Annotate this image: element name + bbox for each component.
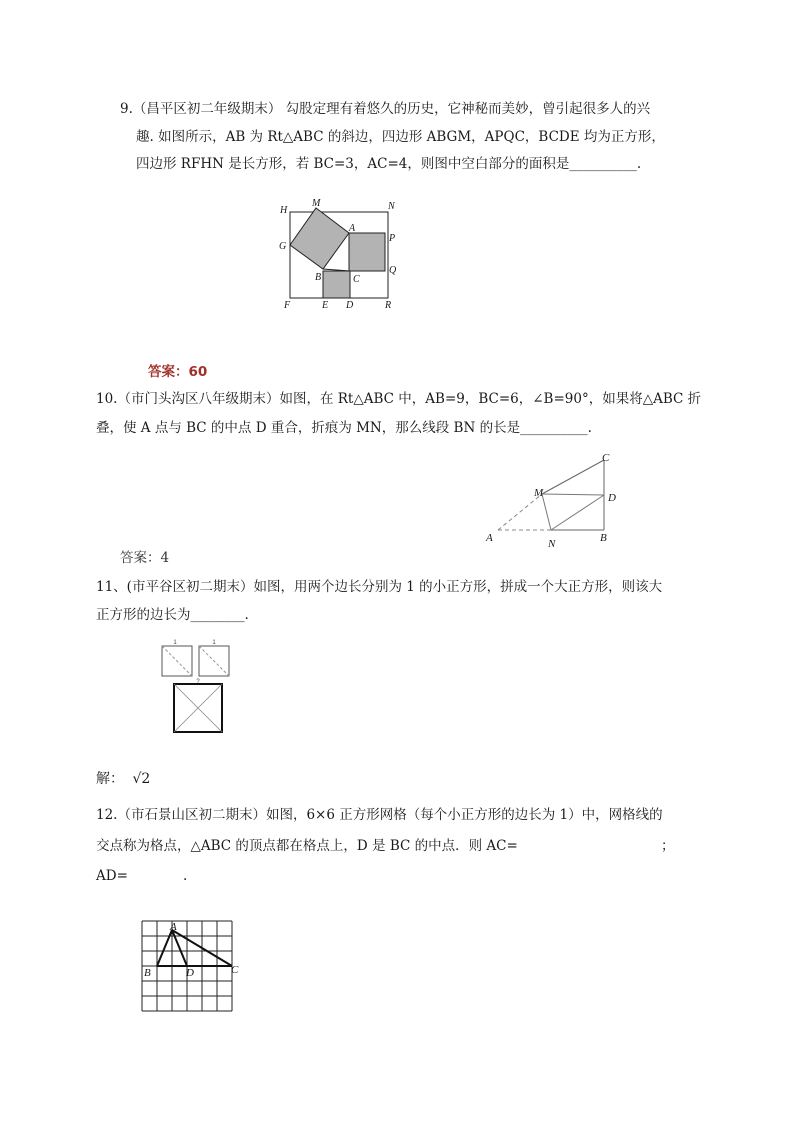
- q12-line-1: 12.（市石景山区初二期末）如图，6×6 正方形网格（每个小正方形的边长为 1）中，网格线的: [96, 807, 663, 823]
- q9-label-m: M: [312, 198, 321, 209]
- q12-line-3-end: .: [183, 868, 188, 884]
- q9-label-r: R: [385, 300, 392, 311]
- q10-answer: 答案：4: [120, 550, 170, 566]
- q12-line-3: AD=: [96, 868, 128, 884]
- q12-line-2-end: ；: [661, 838, 675, 854]
- q10-label-c: C: [602, 452, 610, 464]
- q12-label-a: A: [170, 921, 177, 933]
- q10-segment-nd: [551, 495, 604, 530]
- q11-big-label: ?: [196, 679, 200, 685]
- q11-answer-value: √2: [132, 771, 151, 787]
- q10-label-a: A: [486, 532, 493, 544]
- q11-answer: [96, 768, 150, 788]
- q9-square-bcde: [323, 271, 350, 298]
- q9-answer-label: 答案：: [148, 364, 189, 380]
- q9-answer-value: 60: [188, 364, 208, 380]
- q12-figure: [132, 912, 247, 1018]
- q11-small-label-2: 1: [212, 640, 216, 646]
- q10-segment-am-dashed: [498, 494, 542, 530]
- q11-small-label-1: 1: [173, 640, 177, 646]
- q10-line-1: 10.（市门头沟区八年级期末）如图，在 Rt△ABC 中，AB=9，BC=6，∠B=90°，如果将△ABC 折: [96, 391, 702, 407]
- q9-label-q: Q: [389, 265, 397, 276]
- q10-segment-md: [542, 494, 604, 495]
- q10-label-m: M: [534, 487, 544, 499]
- q11-small-square-1-diagonal: [162, 646, 192, 676]
- q11-figure: [158, 636, 238, 744]
- q10-figure: [478, 448, 628, 548]
- q10-segment-mc: [542, 460, 604, 494]
- q9-label-e: E: [322, 300, 329, 311]
- q10-label-n: N: [548, 538, 556, 548]
- q11-small-square-2-diagonal: [199, 646, 229, 676]
- q9-label-f: F: [284, 300, 291, 311]
- q12-line-2: 交点称为格点，△ABC 的顶点都在格点上，D 是 BC 的中点．则 AC=: [96, 838, 518, 854]
- q10-fold-line-mn: [542, 494, 551, 530]
- q10-label-b: B: [600, 532, 607, 544]
- q11-line-1: 11、(市平谷区初二期末）如图，用两个边长分别为 1 的小正方形，拼成一个大正方形，则该大: [96, 579, 663, 595]
- q12-label-c: C: [231, 964, 239, 976]
- q9-label-d: D: [346, 300, 354, 311]
- q12-segment-ab: [157, 930, 172, 966]
- q9-label-h: H: [280, 205, 288, 216]
- q9-square-abgm: [290, 208, 349, 269]
- q12-label-d: D: [186, 967, 194, 979]
- q9-label-n: N: [388, 201, 395, 212]
- q9-figure: [270, 195, 410, 315]
- q10-line-2: 叠，使 A 点与 BC 的中点 D 重合，折痕为 MN，那么线段 BN 的长是__________.: [96, 420, 592, 436]
- q9-line-3: 四边形 RFHN 是长方形，若 BC=3，AC=4，则图中空白部分的面积是__________.: [136, 156, 642, 172]
- q11-line-2: 正方形的边长为________.: [96, 607, 249, 623]
- q9-line-1: 9.（昌平区初二年级期末） 勾股定理有着悠久的历史，它神秘而美妙，曾引起很多人的兴: [120, 101, 651, 117]
- q9-label-a: A: [349, 223, 356, 234]
- q12-label-b: B: [144, 967, 151, 979]
- q9-answer: [148, 360, 207, 380]
- q9-label-g: G: [279, 241, 287, 252]
- q9-label-p: P: [389, 233, 396, 244]
- q9-label-b: B: [315, 272, 322, 283]
- q11-answer-label: 解：: [96, 771, 124, 787]
- q9-label-c: C: [353, 274, 360, 285]
- q9-line-2: 趣. 如图所示，AB 为 Rt△ABC 的斜边，四边形 ABGM，APQC，BCDE 均为正方形，: [136, 129, 665, 145]
- q9-square-apqc: [349, 233, 385, 271]
- q10-label-d: D: [608, 492, 616, 504]
